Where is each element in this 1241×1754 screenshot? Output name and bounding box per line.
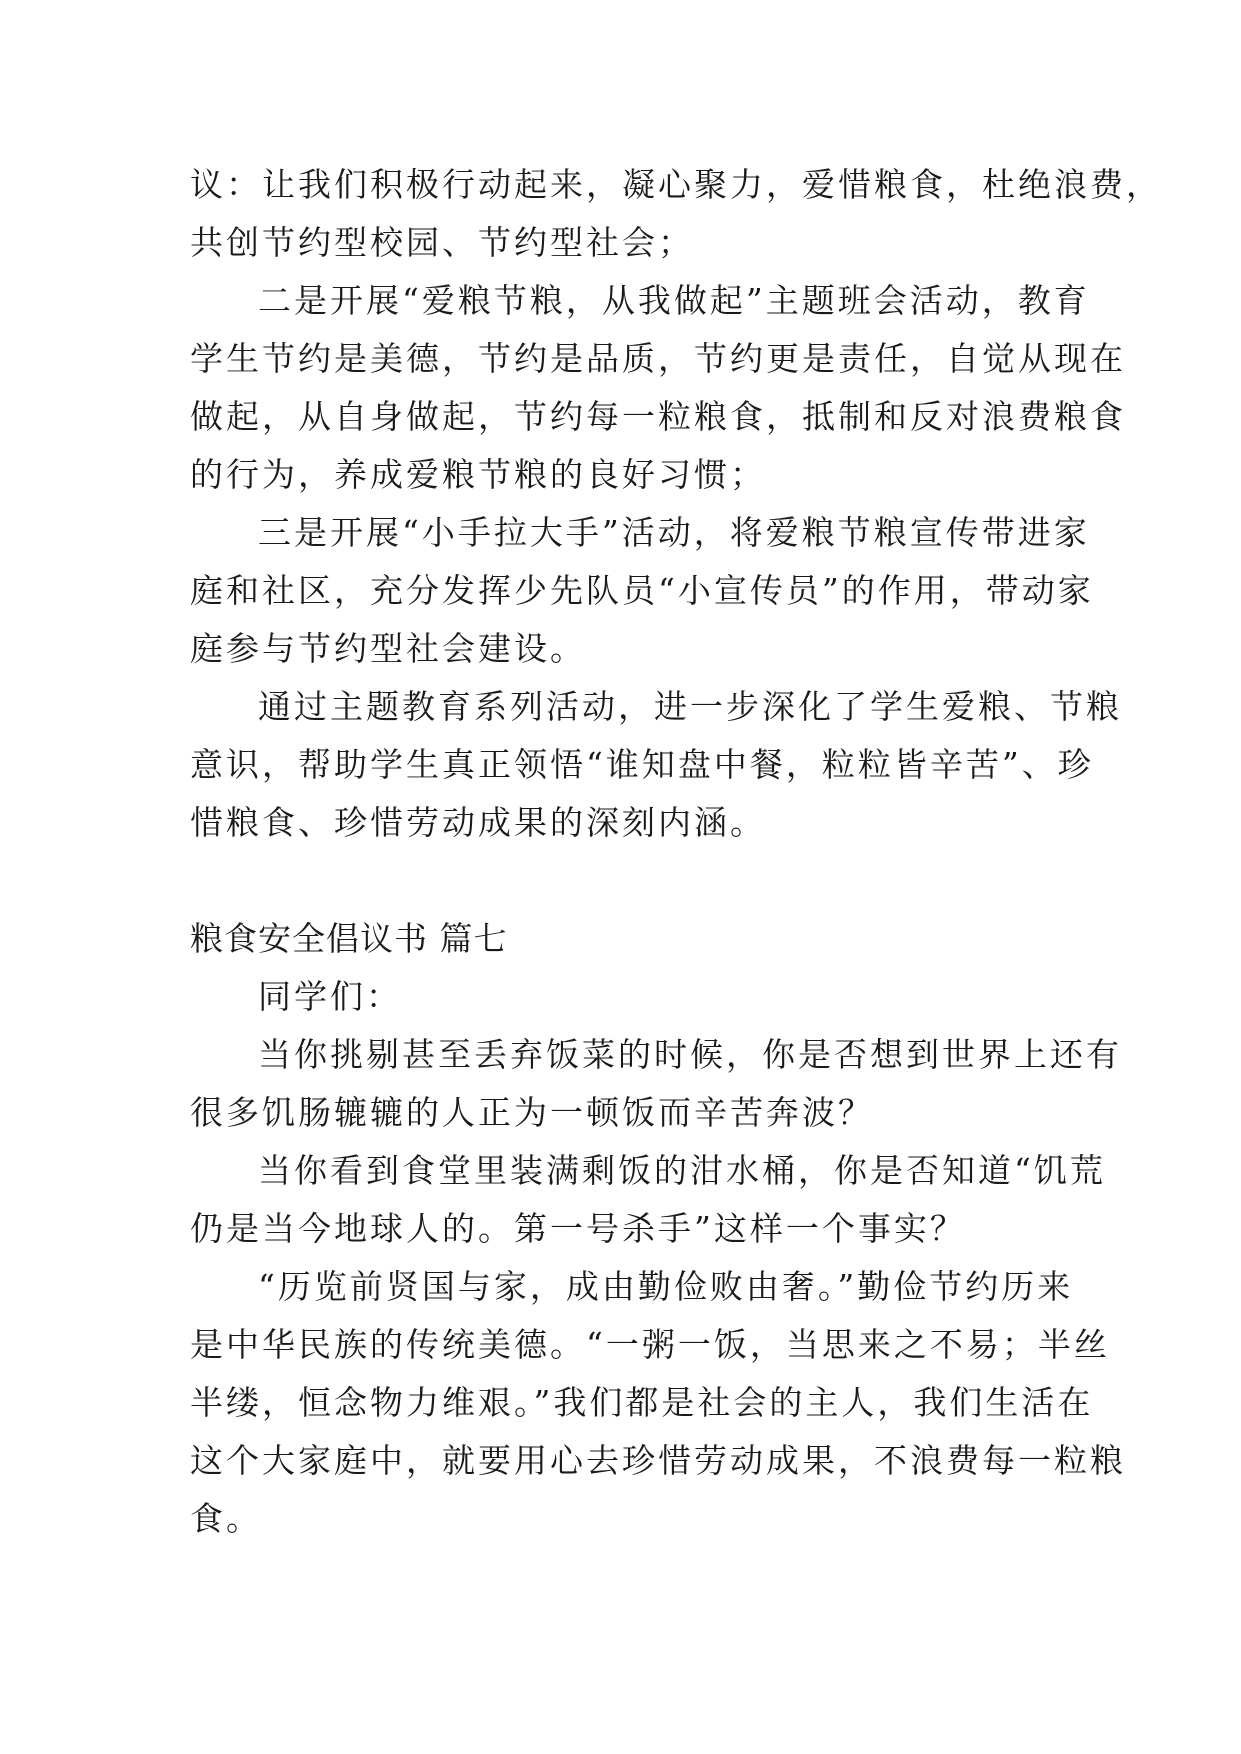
- body-line: 庭参与节约型社会建设。: [190, 629, 586, 668]
- body-line: 是中华民族的传统美德。“一粥一饭，当思来之不易；半丝: [190, 1325, 1110, 1364]
- body-line: 共创节约型校园、节约型社会；: [190, 223, 694, 262]
- body-line: 惜粮食、珍惜劳动成果的深刻内涵。: [190, 803, 766, 842]
- body-line: 这个大家庭中，就要用心去珍惜劳动成果，不浪费每一粒粮: [190, 1441, 1126, 1480]
- body-line: 意识，帮助学生真正领悟“谁知盘中餐，粒粒皆辛苦”、珍: [190, 745, 1094, 784]
- body-line: 很多饥肠辘辘的人正为一顿饭而辛苦奔波？: [190, 1093, 874, 1132]
- body-line: 半缕，恒念物力维艰。”我们都是社会的主人，我们生活在: [190, 1383, 1094, 1422]
- section-heading: 粮食安全倡议书 篇七: [190, 919, 508, 958]
- body-line: “历览前贤国与家，成由勤俭败由奢。”勤俭节约历来: [258, 1267, 1074, 1306]
- body-line: 二是开展“爱粮节粮，从我做起”主题班会活动，教育: [258, 281, 1090, 320]
- body-line: 的行为，养成爱粮节粮的良好习惯；: [190, 455, 766, 494]
- body-line: 三是开展“小手拉大手”活动，将爱粮节粮宣传带进家: [258, 513, 1090, 552]
- body-line: 学生节约是美德，节约是品质，节约更是责任，自觉从现在: [190, 339, 1126, 378]
- body-line: 当你看到食堂里装满剩饭的泔水桶，你是否知道“饥荒: [258, 1151, 1106, 1190]
- body-line: 庭和社区，充分发挥少先队员“小宣传员”的作用，带动家: [190, 571, 1094, 610]
- body-line: 当你挑剔甚至丢弃饭菜的时候，你是否想到世界上还有: [258, 1035, 1122, 1074]
- body-line: 通过主题教育系列活动，进一步深化了学生爱粮、节粮: [258, 687, 1122, 726]
- body-line: 仍是当今地球人的。第一号杀手”这样一个事实？: [190, 1209, 966, 1248]
- body-line: 议：让我们积极行动起来，凝心聚力，爱惜粮食，杜绝浪费，: [190, 165, 1162, 204]
- body-line: 同学们：: [258, 977, 402, 1016]
- body-line: 食。: [190, 1499, 262, 1538]
- body-line: 做起，从自身做起，节约每一粒粮食，抵制和反对浪费粮食: [190, 397, 1126, 436]
